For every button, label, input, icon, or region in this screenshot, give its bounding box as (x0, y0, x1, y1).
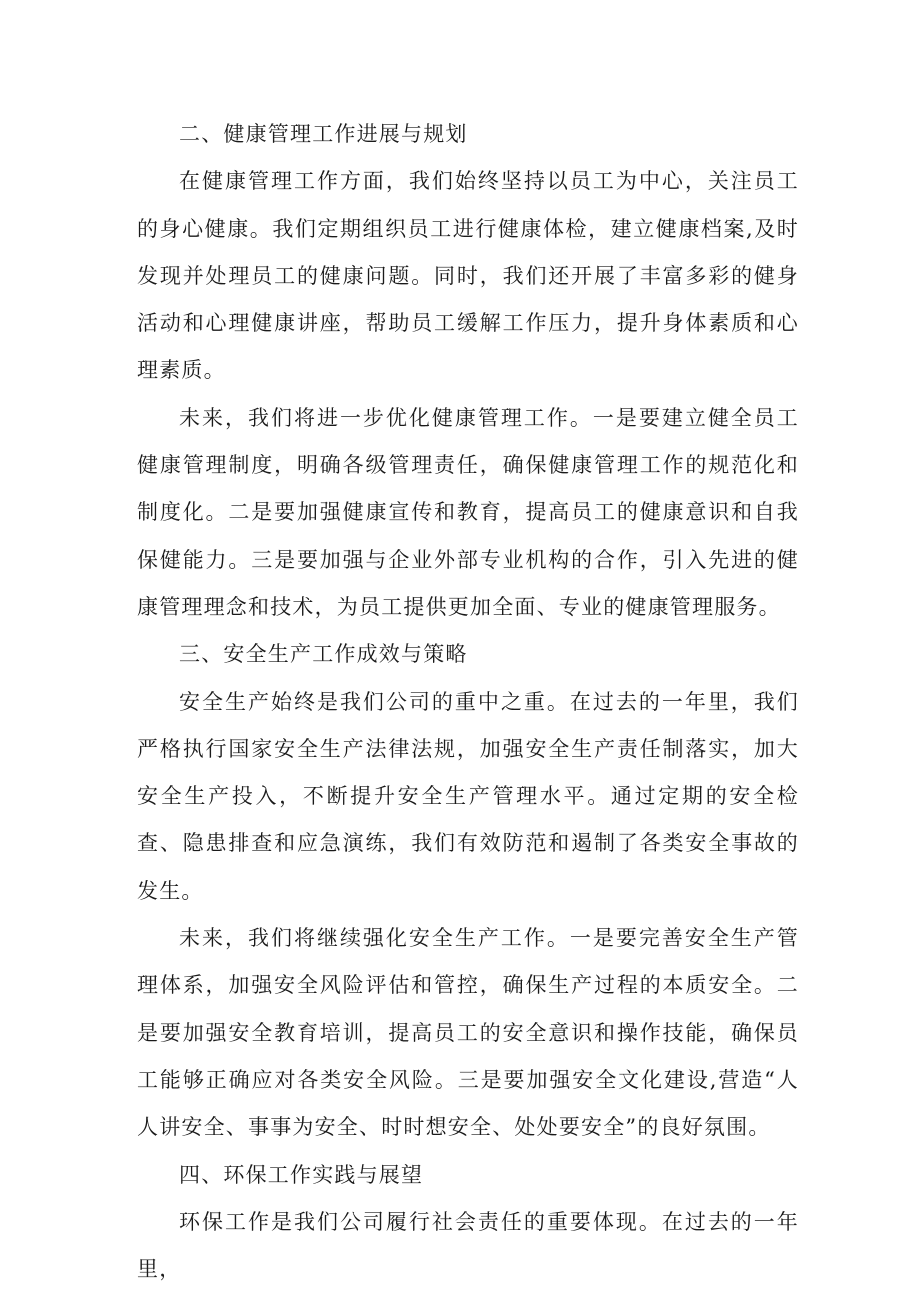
paragraph-safety-future: 未来，我们将继续强化安全生产工作。一是要完善安全生产管理体系，加强安全风险评估和管控，确保生产过程的本质安全。二是要加强安全教育培训，提高员工的安全意识和操作技能，确保员工能够正确应对各类安全风险。三是要加强安全文化建设,营造“人人讲安全、事事为安全、时时想安全、处处要安全”的良好氛围。 (137, 926, 799, 1140)
paragraph-health-future: 未来，我们将进一步优化健康管理工作。一是要建立健全员工健康管理制度，明确各级管理责任，确保健康管理工作的规范化和制度化。二是要加强健康宣传和教育，提高员工的健康意识和自我保健能力。三是要加强与企业外部专业机构的合作，引入先进的健康管理理念和技术，为员工提供更加全面、专业的健康管理服务。 (137, 405, 799, 619)
section-heading-environment: 四、环保工作实践与展望 (179, 1162, 424, 1187)
paragraph-health-overview: 在健康管理工作方面，我们始终坚持以员工为中心，关注员工的身心健康。我们定期组织员工进行健康体检，建立健康档案,及时发现并处理员工的健康问题。同时，我们还开展了丰富多彩的健身活动和心理健康讲座，帮助员工缓解工作压力，提升身体素质和心理素质。 (137, 169, 799, 383)
document-body (137, 111, 799, 1293)
section-heading-safety: 三、安全生产工作成效与策略 (179, 642, 468, 667)
paragraph-safety-overview: 安全生产始终是我们公司的重中之重。在过去的一年里，我们严格执行国家安全生产法律法规，加强安全生产责任制落实，加大安全生产投入，不断提升安全生产管理水平。通过定期的安全检查、隐患排查和应急演练，我们有效防范和遏制了各类安全事故的发生。 (137, 689, 799, 903)
paragraph-environment-overview: 环保工作是我们公司履行社会责任的重要体现。在过去的一年里， (137, 1209, 799, 1282)
section-heading-health: 二、健康管理工作进展与规划 (179, 122, 468, 146)
